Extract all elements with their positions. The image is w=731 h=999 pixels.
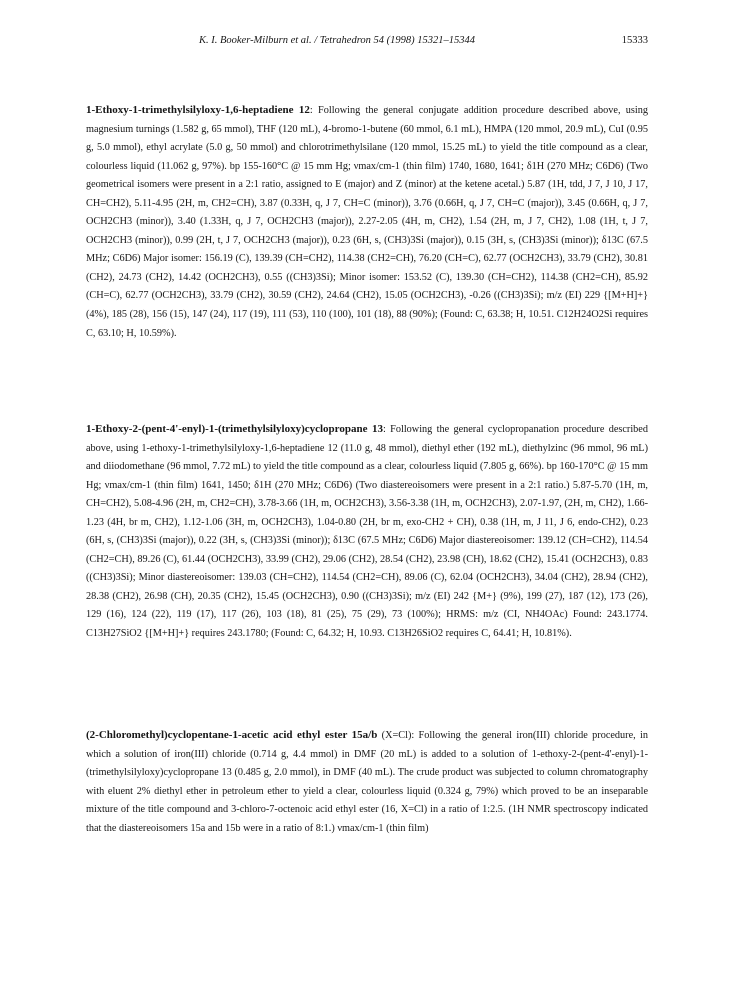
compound-12-title: 1-Ethoxy-1-trimethylsilyloxy-1,6-heptadiene 12 xyxy=(86,104,310,116)
page-number: 15333 xyxy=(621,35,648,46)
compound-15-body: (X=Cl): Following the general iron(III) chloride procedure, in which a solution of iron(III) chloride (0.714 g, 4.4 mmol) in DMF (20 mL) is added to a solution of 1-ethoxy-2-(pent-4'-enyl)-1-(trimethylsilyloxy)cyclopropane 13 (0.485 g, 2.0 mmol), in DMF (40 mL). The crude product was subjected to column chromatography with eluent 2% diethyl ether in petroleum ether to yield a clear, colourless liquid (0.324 g, 79%) which proved to be an inseparable mixture of the title compound and 3-chloro-7-octenoic acid ethyl ester (16, X=Cl) in a ratio of 1:2.5. (1H NMR spectroscopy indicated that the diastereoisomers 15a and 15b were in a ratio of 8:1.) νmax/cm-1 (thin film) xyxy=(86,730,648,834)
compound-12-paragraph xyxy=(86,101,648,343)
compound-12-body: : Following the general conjugate addition procedure described above, using magnesium turnings (1.582 g, 65 mmol), THF (120 mL), 4-bromo-1-butene (60 mmol, 6.1 mL), HMPA (120 mmol, 20.9 mL), CuI (0.95 g, 5.0 mmol), ethyl acrylate (5.0 g, 50 mmol) and chlorotrimethylsilane (120 mmol, 15.25 mL) to yield the title compound as a clear, colourless liquid (11.062 g, 97%). bp 155-160°C @ 15 mm Hg; νmax/cm-1 (thin film) 1740, 1680, 1641; δ1H (270 MHz; C6D6) (Two geometrical isomers were present in a 2:1 ratio, assigned to E (major) and Z (minor) at the ketene acetal.) 5.87 (1H, tdd, J 7, J 10, J 17, CH=CH2), 5.11-4.95 (2H, m, CH2=CH), 3.87 (0.33H, q, J 7, CH=C (minor)), 3.76 (0.66H, q, J 7, CH=C (major)), 3.45 (0.66H, q, J 7, OCH2CH3 (minor)), 3.40 (1.33H, q, J 7, OCH2CH3 (major)), 2.27-2.05 (4H, m, CH2), 1.54 (2H, m, J 7, CH2), 1.08 (1H, t, J 7, OCH2CH3 (minor)), 0.99 (2H, t, J 7, OCH2CH3 (major)), 0.23 (6H, s, (CH3)3Si (major)), 0.15 (3H, s, (CH3)3Si (minor)); δ13C (67.5 MHz; C6D6) Major isomer: 156.19 (C), 139.39 (CH=CH2), 114.38 (CH2=CH), 76.20 (CH=C), 62.77 (OCH2CH3), 33.79 (CH2), 30.81 (CH2), 24.73 (CH2), 14.42 (OCH2CH3), 0.55 ((CH3)3Si); Minor isomer: 153.52 (C), 139.30 (CH=CH2), 114.38 (CH2=CH), 85.92 (CH=C), 62.77 (OCH2CH3), 33.79 (CH2), 30.59 (CH2), 24.64 (CH2), 15.05 (OCH2CH3), -0.26 ((CH3)3Si); m/z (EI) 229 {[M+H]+} (4%), 185 (28), 156 (15), 147 (24), 117 (19), 111 (53), 110 (100), 101 (18), 88 (90%); (Found: C, 63.38; H, 10.51. C12H24O2Si requires C, 63.10; H, 10.59%). xyxy=(86,105,649,339)
compound-15-paragraph xyxy=(86,726,648,838)
compound-13-paragraph xyxy=(86,420,648,644)
compound-13-title: 1-Ethoxy-2-(pent-4'-enyl)-1-(trimethylsilyloxy)cyclopropane 13 xyxy=(86,423,383,435)
compound-15-title: (2-Chloromethyl)cyclopentane-1-acetic acid ethyl ester 15a/b xyxy=(86,729,378,741)
running-title: K. I. Booker-Milburn et al. / Tetrahedron 54 (1998) 15321–15344 xyxy=(198,35,476,46)
compound-13-body: : Following the general cyclopropanation procedure described above, using 1-ethoxy-1-trimethylsilyloxy-1,6-heptadiene 12 (11.0 g, 48 mmol), diethyl ether (192 mL), diethylzinc (96 mmol, 96 mL) and diiodomethane (96 mmol, 7.72 mL) to yield the title compound as a clear, colourless liquid (7.805 g, 66%). bp 160-170°C @ 15 mm Hg; νmax/cm-1 (thin film) 1641, 1450; δ1H (270 MHz; C6D6) (Two diastereoisomers were present in a 2:1 ratio.) 5.87-5.70 (1H, m, CH=CH2), 5.08-4.96 (2H, m, CH2=CH), 3.78-3.66 (1H, m, OCH2CH3), 3.56-3.38 (1H, m, OCH2CH3), 2.07-1.97, (2H, m, CH2), 1.66-1.23 (4H, br m, CH2), 1.12-1.06 (3H, m, OCH2CH3), 1.04-0.80 (2H, br m, exo-CH2 + CH), 0.38 (1H, m, J 11, J 6, endo-CH2), 0.23 (6H, s, (CH3)3Si (major)), 0.22 (3H, s, (CH3)3Si (minor)); δ13C (67.5 MHz; C6D6) Major diastereoisomer: 139.12 (CH=CH2), 114.54 (CH2=CH), 89.26 (C), 61.44 (OCH2CH3), 33.99 (CH2), 29.06 (CH2), 28.54 (CH2), 23.98 (CH), 18.62 (CH2), 15.41 (OCH2CH3), 0.83 ((CH3)3Si); Minor diastereoisomer: 139.03 (CH=CH2), 114.54 (CH2=CH), 89.06 (C), 62.04 (OCH2CH3), 34.04 (CH2), 28.94 (CH2), 28.38 (CH2), 26.98 (CH), 20.35 (CH2), 15.45 (OCH2CH3), 0.90 ((CH3)3Si); m/z (EI) 242 {M+} (9%), 199 (27), 187 (12), 173 (26), 129 (16), 124 (22), 119 (17), 117 (26), 103 (18), 81 (25), 75 (29), 73 (100%); HRMS: m/z (CI, NH4OAc) Found: 243.1774. C13H27SiO2 {[M+H]+} requires 243.1780; (Found: C, 64.32; H, 10.93. C13H26SiO2 requires C, 64.41; H, 10.81%). xyxy=(86,424,648,640)
running-header xyxy=(86,35,648,51)
